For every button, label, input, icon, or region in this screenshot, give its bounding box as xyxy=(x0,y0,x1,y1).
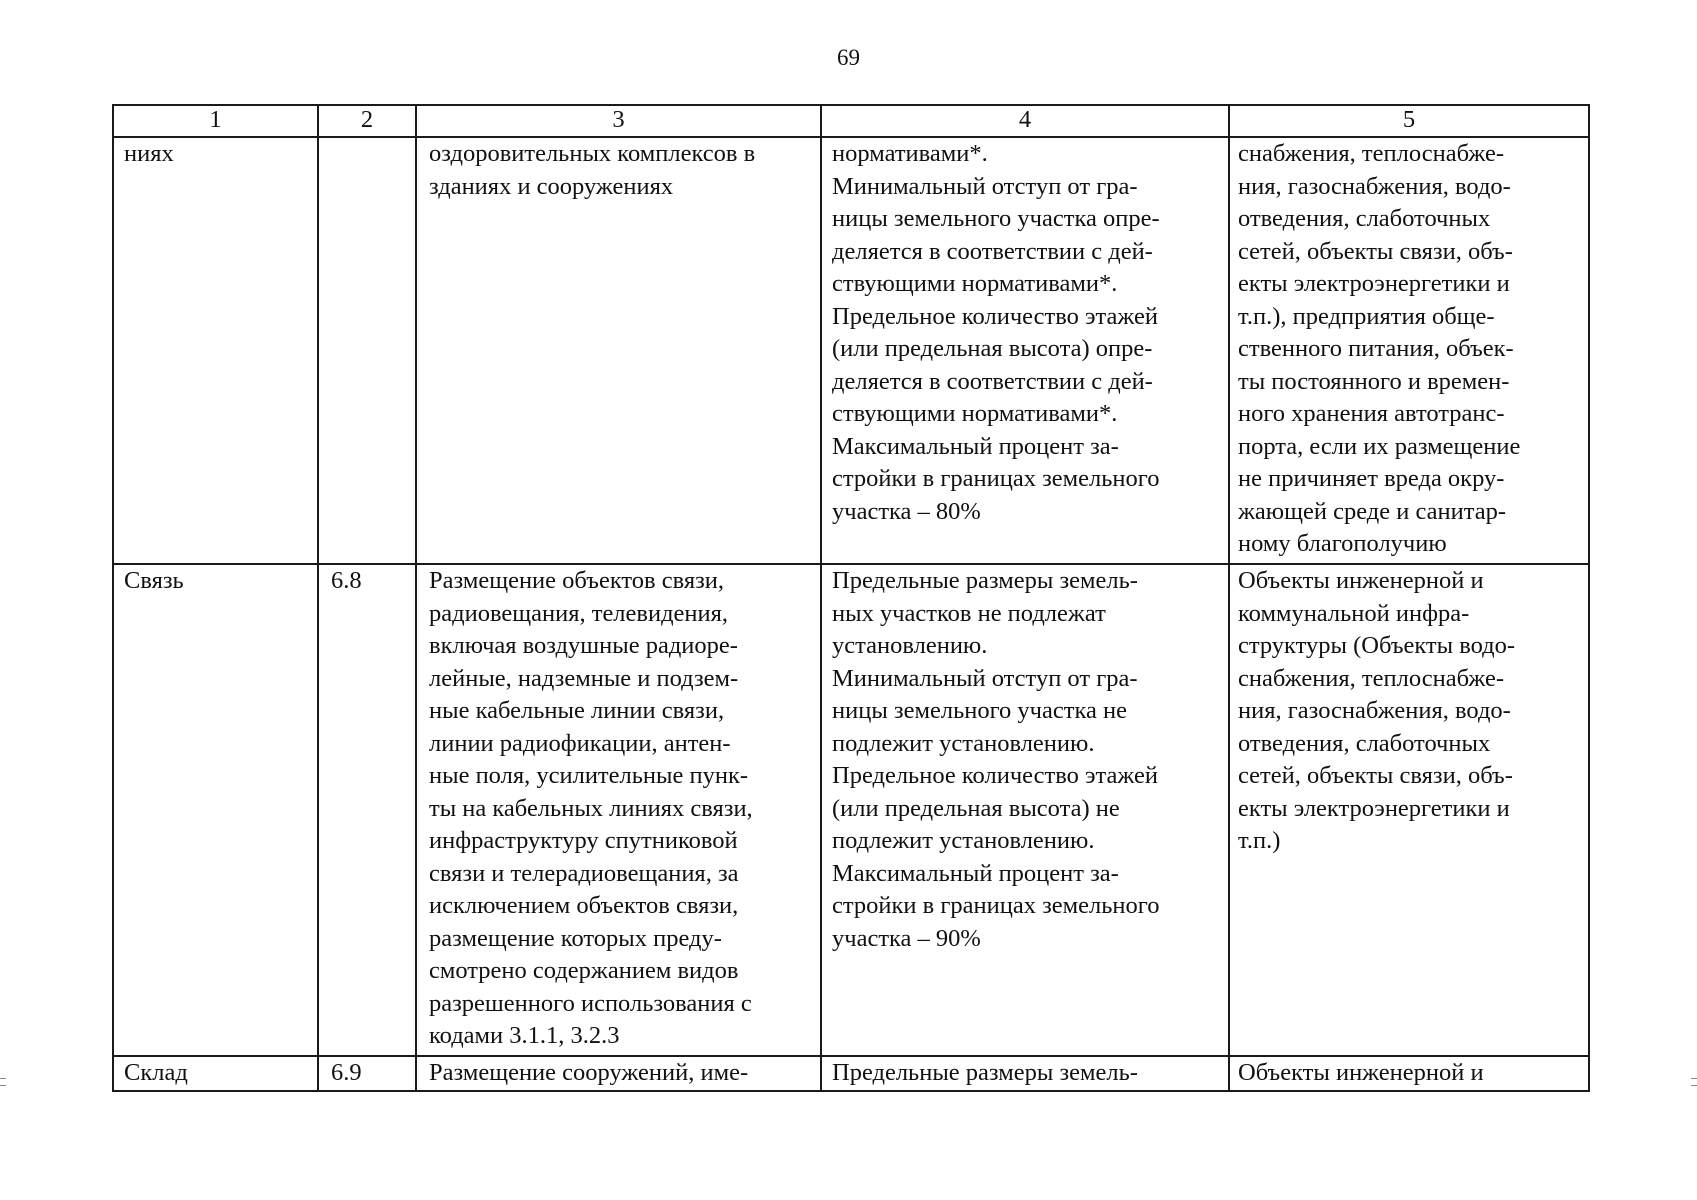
cell-text-line: участка – 90% xyxy=(832,924,981,952)
table-cell-col-5 xyxy=(1229,1056,1589,1091)
cell-text-line: ных участков не подлежат xyxy=(832,599,1106,627)
cell-text-line: зданиях и сооружениях xyxy=(429,172,674,200)
table-cell-col-1 xyxy=(113,564,318,1056)
cell-text-line: разрешенного использования с xyxy=(429,989,752,1017)
cell-text-line: ния, газоснабжения, водо- xyxy=(1238,697,1511,724)
scan-margin-mark-left xyxy=(0,1078,6,1079)
cell-text-line: сетей, объекты связи, объ- xyxy=(1238,762,1513,789)
cell-text-line: т.п.) xyxy=(1238,827,1281,854)
cell-text-line: нормативами*. xyxy=(832,140,988,167)
column-header-5: 5 xyxy=(1229,105,1589,137)
table-cell-col-2 xyxy=(318,1056,416,1091)
cell-text-line: Предельное количество этажей xyxy=(832,762,1158,789)
column-header-3: 3 xyxy=(416,105,821,137)
cell-text-line: сетей, объекты связи, объ- xyxy=(1238,237,1513,265)
cell-text-line: кодами 3.1.1, 3.2.3 xyxy=(429,1022,620,1049)
cell-text-line: порта, если их размещение xyxy=(1238,432,1521,460)
cell-text-line: деляется в соответствии с дей- xyxy=(832,237,1153,265)
cell-text-line: радиовещания, телевидения, xyxy=(429,599,729,627)
cell-text-line: подлежит установлению. xyxy=(832,827,1095,854)
cell-text-line: екты электроэнергетики и xyxy=(1238,794,1510,822)
cell-text-line: снабжения, теплоснабже- xyxy=(1238,140,1505,167)
cell-text-line: лейные, надземные и подзем- xyxy=(429,664,739,692)
cell-text-line: ствующими нормативами*. xyxy=(832,270,1118,297)
table-row xyxy=(113,137,1589,564)
table-cell-col-1 xyxy=(113,1056,318,1091)
table-cell-col-4 xyxy=(821,137,1229,564)
cell-text-line: Максимальный процент за- xyxy=(832,859,1119,887)
cell-text-line: Минимальный отступ от гра- xyxy=(832,664,1138,692)
regulations-table xyxy=(112,104,1590,1092)
column-header-1: 1 xyxy=(113,105,318,137)
table-cell-col-4 xyxy=(821,564,1229,1056)
cell-text-line: подлежит установлению. xyxy=(832,729,1095,757)
table-cell-col-5 xyxy=(1229,137,1589,564)
page-number: 69 xyxy=(837,45,860,70)
table-cell-col-2 xyxy=(318,564,416,1056)
table-cell-col-5 xyxy=(1229,564,1589,1056)
cell-text-line: линии радиофикации, антен- xyxy=(429,729,731,757)
cell-text-line: (или предельная высота) опре- xyxy=(832,335,1153,362)
table-cell-col-3 xyxy=(416,137,821,564)
cell-text-line: установлению. xyxy=(832,632,988,659)
cell-text-line: ственного питания, объек- xyxy=(1238,335,1514,362)
cell-text-line: ницы земельного участка опре- xyxy=(832,205,1160,232)
cell-text-line: структуры (Объекты водо- xyxy=(1238,632,1516,659)
table-cell-col-2 xyxy=(318,137,416,564)
scan-margin-mark-left xyxy=(0,1085,6,1086)
cell-text-line: Минимальный отступ от гра- xyxy=(832,172,1138,200)
cell-text-line: ного хранения автотранс- xyxy=(1238,400,1505,427)
column-header-2: 2 xyxy=(318,105,416,137)
cell-text-line: Размещение объектов связи, xyxy=(429,567,725,594)
column-header-4: 4 xyxy=(821,105,1229,137)
cell-text-line: т.п.), предприятия обще- xyxy=(1238,302,1495,330)
cell-text-line: не причиняет вреда окру- xyxy=(1238,465,1505,492)
cell-text-line: стройки в границах земельного xyxy=(832,892,1160,919)
cell-text-line: стройки в границах земельного xyxy=(832,465,1160,492)
table-cell-col-4 xyxy=(821,1056,1229,1091)
cell-text-line: снабжения, теплоснабже- xyxy=(1238,664,1505,692)
cell-text-line: 6.8 xyxy=(331,567,362,594)
scan-margin-mark-right xyxy=(1691,1085,1697,1086)
cell-text-line: ты на кабельных линиях связи, xyxy=(429,794,753,822)
cell-text-line: включая воздушные радиоре- xyxy=(429,632,738,659)
cell-text-line: ницы земельного участка не xyxy=(832,697,1127,724)
cell-text-line: Максимальный процент за- xyxy=(832,432,1119,460)
cell-text-line: ния, газоснабжения, водо- xyxy=(1238,172,1511,200)
table-cell-col-3 xyxy=(416,1056,821,1091)
cell-text-line: исключением объектов связи, xyxy=(429,892,739,919)
cell-text-line: Склад xyxy=(124,1059,188,1086)
cell-text-line: Объекты инженерной и xyxy=(1238,567,1484,594)
cell-text-line: Предельное количество этажей xyxy=(832,302,1158,330)
cell-text-line: ному благополучию xyxy=(1238,530,1447,557)
cell-text-line: связи и телерадиовещания, за xyxy=(429,859,739,887)
cell-text-line: Связь xyxy=(124,567,184,594)
cell-text-line: отведения, слаботочных xyxy=(1238,205,1491,232)
cell-text-line: ствующими нормативами*. xyxy=(832,400,1118,427)
table-header-row xyxy=(113,105,1589,137)
table-cell-col-3 xyxy=(416,564,821,1056)
cell-text-line: Предельные размеры земель- xyxy=(832,1059,1138,1086)
cell-text-line: инфраструктуру спутниковой xyxy=(429,827,738,854)
cell-text-line: (или предельная высота) не xyxy=(832,794,1120,822)
table-cell-col-1 xyxy=(113,137,318,564)
cell-text-line: Объекты инженерной и xyxy=(1238,1059,1484,1086)
table-row xyxy=(113,564,1589,1056)
cell-text-line: ные кабельные линии связи, xyxy=(429,697,725,724)
cell-text-line: участка – 80% xyxy=(832,497,981,525)
scan-margin-mark-right xyxy=(1691,1078,1697,1079)
cell-text-line: оздоровительных комплексов в xyxy=(429,140,756,167)
cell-text-line: размещение которых преду- xyxy=(429,924,722,952)
cell-text-line: ты постоянного и времен- xyxy=(1238,367,1510,395)
cell-text-line: Предельные размеры земель- xyxy=(832,567,1138,594)
cell-text-line: 6.9 xyxy=(331,1059,362,1086)
cell-text-line: коммунальной инфра- xyxy=(1238,599,1470,627)
cell-text-line: жающей среде и санитар- xyxy=(1238,497,1507,525)
cell-text-line: смотрено содержанием видов xyxy=(429,957,739,984)
table-body xyxy=(113,137,1589,1091)
cell-text-line: ниях xyxy=(124,140,174,167)
table-row xyxy=(113,1056,1589,1091)
cell-text-line: деляется в соответствии с дей- xyxy=(832,367,1153,395)
cell-text-line: Размещение сооружений, име- xyxy=(429,1059,749,1086)
cell-text-line: ные поля, усилительные пунк- xyxy=(429,762,749,789)
cell-text-line: отведения, слаботочных xyxy=(1238,729,1491,757)
cell-text-line: екты электроэнергетики и xyxy=(1238,270,1510,297)
